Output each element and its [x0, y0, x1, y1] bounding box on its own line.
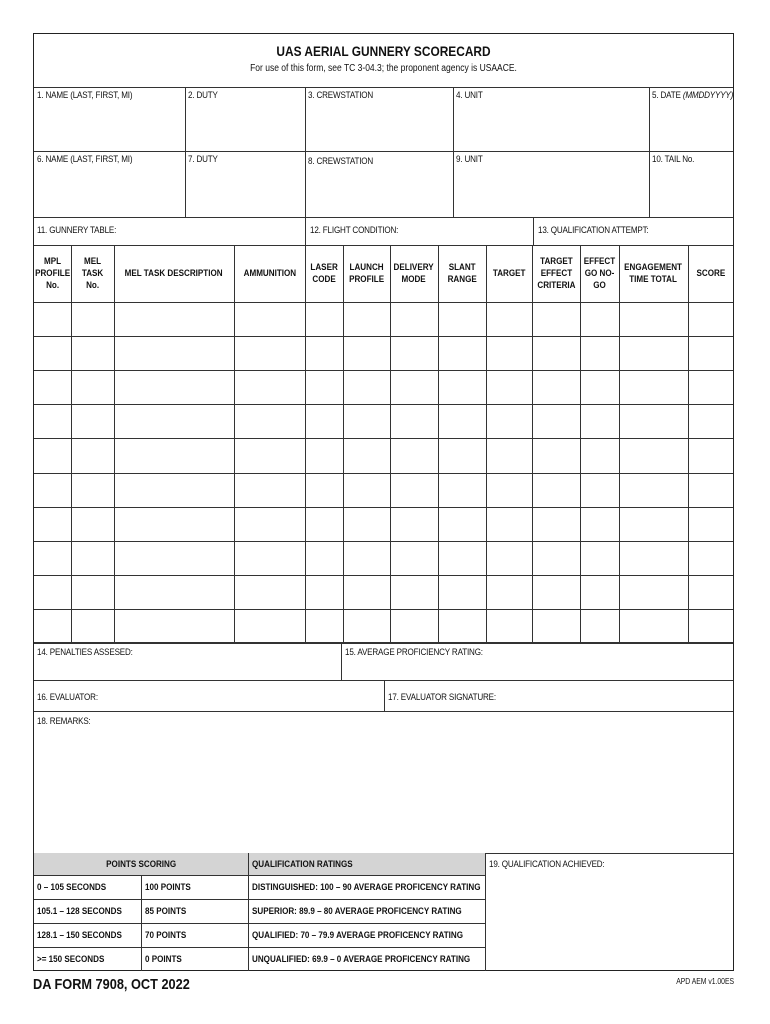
- table-cell-engagement-time-total[interactable]: [619, 370, 688, 404]
- col-header-text: SCORE: [696, 267, 725, 279]
- table-row: [34, 370, 733, 404]
- table-cell-score[interactable]: [688, 370, 733, 404]
- table-cell-laser-code[interactable]: [305, 302, 343, 336]
- scoring-row: [34, 923, 485, 947]
- table-cell-engagement-time-total[interactable]: [619, 438, 688, 472]
- scoring-points: 0 POINTS: [145, 954, 182, 965]
- table-cell-target[interactable]: [486, 575, 532, 609]
- table-cell-score[interactable]: [688, 575, 733, 609]
- scoring-row: [34, 875, 485, 899]
- table-cell-mpl-profile-no[interactable]: [34, 404, 71, 438]
- table-cell-laser-code[interactable]: [305, 370, 343, 404]
- table-cell-laser-code[interactable]: [305, 575, 343, 609]
- table-cell-mpl-profile-no[interactable]: [34, 507, 71, 541]
- table-cell-slant-range[interactable]: [438, 541, 486, 575]
- avg-proficiency-field[interactable]: [341, 642, 733, 680]
- col-header-text: LASER CODE: [310, 261, 338, 285]
- table-cell-mel-task-description[interactable]: [114, 473, 234, 507]
- duty-label-2: 7. DUTY: [188, 154, 218, 165]
- scoring-points: 70 POINTS: [145, 930, 187, 941]
- table-cell-mpl-profile-no[interactable]: [34, 438, 71, 472]
- scoring-seconds: 0 – 105 SECONDS: [37, 882, 107, 893]
- table-cell-launch-profile[interactable]: [343, 507, 390, 541]
- table-cell-engagement-time-total[interactable]: [619, 541, 688, 575]
- col-header-text: TARGET EFFECT CRITERIA: [536, 255, 576, 291]
- table-cell-engagement-time-total[interactable]: [619, 575, 688, 609]
- table-cell-effect-go-no-go[interactable]: [580, 473, 619, 507]
- table-cell-delivery-mode[interactable]: [390, 609, 438, 643]
- table-cell-mel-task-description[interactable]: [114, 541, 234, 575]
- table-cell-target-effect-criteria[interactable]: [532, 370, 580, 404]
- col-header-text: DELIVERY MODE: [393, 261, 435, 285]
- qualification-achieved-label: 19. QUALIFICATION ACHIEVED:: [489, 859, 605, 870]
- table-cell-engagement-time-total[interactable]: [619, 404, 688, 438]
- col-header-mpl-profile-no: [34, 245, 71, 302]
- table-cell-engagement-time-total[interactable]: [619, 507, 688, 541]
- table-cell-mel-task-no[interactable]: [71, 575, 114, 609]
- scoring-row: [34, 899, 485, 923]
- table-cell-target[interactable]: [486, 404, 532, 438]
- table-cell-effect-go-no-go[interactable]: [580, 507, 619, 541]
- table-cell-laser-code[interactable]: [305, 336, 343, 370]
- table-cell-target[interactable]: [486, 473, 532, 507]
- evaluator-signature-label: 17. EVALUATOR SIGNATURE:: [388, 692, 496, 703]
- table-cell-mel-task-description[interactable]: [114, 609, 234, 643]
- duty-label-1: 2. DUTY: [188, 90, 218, 101]
- table-cell-ammunition[interactable]: [234, 404, 305, 438]
- table-cell-engagement-time-total[interactable]: [619, 302, 688, 336]
- table-cell-mel-task-description[interactable]: [114, 370, 234, 404]
- table-cell-target-effect-criteria[interactable]: [532, 438, 580, 472]
- table-row: [34, 404, 733, 438]
- crewstation-label-2: 8. CREWSTATION: [308, 156, 374, 167]
- tail-number-field[interactable]: [649, 151, 733, 217]
- table-cell-slant-range[interactable]: [438, 336, 486, 370]
- table-cell-slant-range[interactable]: [438, 438, 486, 472]
- table-cell-mel-task-no[interactable]: [71, 541, 114, 575]
- table-cell-laser-code[interactable]: [305, 507, 343, 541]
- table-cell-effect-go-no-go[interactable]: [580, 404, 619, 438]
- table-cell-launch-profile[interactable]: [343, 404, 390, 438]
- date-label: [652, 90, 733, 101]
- table-cell-target[interactable]: [486, 370, 532, 404]
- table-cell-slant-range[interactable]: [438, 507, 486, 541]
- table-cell-effect-go-no-go[interactable]: [580, 370, 619, 404]
- table-cell-mpl-profile-no[interactable]: [34, 302, 71, 336]
- table-cell-launch-profile[interactable]: [343, 302, 390, 336]
- table-cell-ammunition[interactable]: [234, 507, 305, 541]
- table-cell-score[interactable]: [688, 336, 733, 370]
- table-cell-delivery-mode[interactable]: [390, 370, 438, 404]
- table-cell-delivery-mode[interactable]: [390, 438, 438, 472]
- duty-field-1[interactable]: [185, 87, 305, 151]
- scoring-points: 85 POINTS: [145, 906, 187, 917]
- unit-field-1[interactable]: [453, 87, 649, 151]
- col-header-target-effect-criteria: [532, 245, 580, 302]
- name-label-2: 6. NAME (LAST, FIRST, MI): [37, 154, 133, 165]
- gunnery-table-field[interactable]: [34, 217, 305, 245]
- col-header-laser-code: [305, 245, 343, 302]
- table-cell-mel-task-description[interactable]: [114, 404, 234, 438]
- table-cell-launch-profile[interactable]: [343, 609, 390, 643]
- col-header-ammunition: [234, 245, 305, 302]
- table-cell-mpl-profile-no[interactable]: [34, 336, 71, 370]
- scoring-seconds: 105.1 – 128 SECONDS: [37, 906, 122, 917]
- table-cell-score[interactable]: [688, 473, 733, 507]
- scoring-points: 100 POINTS: [145, 882, 191, 893]
- table-cell-mel-task-description[interactable]: [114, 336, 234, 370]
- table-cell-laser-code[interactable]: [305, 404, 343, 438]
- col-header-text: SLANT RANGE: [447, 261, 477, 285]
- flight-condition-label: 12. FLIGHT CONDITION:: [310, 225, 399, 236]
- flight-condition-field[interactable]: [305, 217, 533, 245]
- col-header-delivery-mode: [390, 245, 438, 302]
- table-cell-slant-range[interactable]: [438, 370, 486, 404]
- table-cell-target[interactable]: [486, 302, 532, 336]
- form-version: APD AEM v1.00ES: [676, 977, 734, 986]
- qualification-attempt-label: 13. QUALIFICATION ATTEMPT:: [538, 225, 649, 236]
- duty-field-2[interactable]: [185, 151, 305, 217]
- table-cell-effect-go-no-go[interactable]: [580, 438, 619, 472]
- col-header-effect-go-no-go: [580, 245, 619, 302]
- table-row: [34, 541, 733, 575]
- scoring-rating: DISTINGUISHED: 100 – 90 AVERAGE PROFICENCY RATING: [252, 882, 481, 893]
- table-row: [34, 473, 733, 507]
- table-row: [34, 575, 733, 609]
- table-cell-target-effect-criteria[interactable]: [532, 609, 580, 643]
- table-cell-slant-range[interactable]: [438, 473, 486, 507]
- table-row: [34, 609, 733, 643]
- table-cell-ammunition[interactable]: [234, 609, 305, 643]
- table-cell-ammunition[interactable]: [234, 302, 305, 336]
- col-header-text: MPL PROFILE No.: [35, 255, 71, 291]
- table-cell-effect-go-no-go[interactable]: [580, 336, 619, 370]
- table-cell-mel-task-description[interactable]: [114, 438, 234, 472]
- scoring-rating: SUPERIOR: 89.9 – 80 AVERAGE PROFICENCY RATING: [252, 906, 462, 917]
- table-cell-mel-task-description[interactable]: [114, 507, 234, 541]
- qualification-achieved-field[interactable]: [485, 853, 733, 971]
- scoring-rating: UNQUALIFIED: 69.9 – 0 AVERAGE PROFICENCY RATING: [252, 954, 471, 965]
- table-cell-effect-go-no-go[interactable]: [580, 302, 619, 336]
- col-header-slant-range: [438, 245, 486, 302]
- table-cell-target-effect-criteria[interactable]: [532, 302, 580, 336]
- table-cell-target[interactable]: [486, 541, 532, 575]
- table-row: [34, 336, 733, 370]
- table-cell-launch-profile[interactable]: [343, 575, 390, 609]
- table-cell-slant-range[interactable]: [438, 575, 486, 609]
- table-cell-mel-task-no[interactable]: [71, 507, 114, 541]
- table-cell-laser-code[interactable]: [305, 473, 343, 507]
- table-cell-target-effect-criteria[interactable]: [532, 541, 580, 575]
- name-field-1[interactable]: [34, 87, 185, 151]
- table-cell-delivery-mode[interactable]: [390, 404, 438, 438]
- table-cell-mpl-profile-no[interactable]: [34, 473, 71, 507]
- date-field[interactable]: [649, 87, 733, 151]
- table-cell-slant-range[interactable]: [438, 404, 486, 438]
- table-cell-ammunition[interactable]: [234, 473, 305, 507]
- unit-label-2: 9. UNIT: [456, 154, 483, 165]
- avg-proficiency-label: 15. AVERAGE PROFICIENCY RATING:: [345, 647, 483, 658]
- table-cell-laser-code[interactable]: [305, 541, 343, 575]
- table-cell-target-effect-criteria[interactable]: [532, 507, 580, 541]
- table-cell-mpl-profile-no[interactable]: [34, 541, 71, 575]
- crewstation-label-1: 3. CREWSTATION: [308, 90, 374, 101]
- table-cell-launch-profile[interactable]: [343, 370, 390, 404]
- date-label-prefix: 5. DATE: [652, 90, 681, 101]
- points-scoring-header: [34, 853, 248, 875]
- remarks-field[interactable]: [34, 711, 733, 853]
- col-header-text: TARGET: [492, 267, 526, 279]
- table-cell-score[interactable]: [688, 541, 733, 575]
- table-cell-score[interactable]: [688, 302, 733, 336]
- table-cell-laser-code[interactable]: [305, 438, 343, 472]
- table-cell-target-effect-criteria[interactable]: [532, 336, 580, 370]
- col-header-text: ENGAGEMENT TIME TOTAL: [624, 261, 683, 285]
- table-cell-slant-range[interactable]: [438, 609, 486, 643]
- table-cell-delivery-mode[interactable]: [390, 541, 438, 575]
- table-cell-launch-profile[interactable]: [343, 336, 390, 370]
- table-cell-engagement-time-total[interactable]: [619, 336, 688, 370]
- col-header-text: MEL TASK DESCRIPTION: [125, 267, 223, 279]
- table-cell-target-effect-criteria[interactable]: [532, 473, 580, 507]
- table-cell-target[interactable]: [486, 336, 532, 370]
- table-cell-mel-task-no[interactable]: [71, 404, 114, 438]
- table-cell-target[interactable]: [486, 438, 532, 472]
- evaluator-label: 16. EVALUATOR:: [37, 692, 98, 703]
- col-header-target: [486, 245, 532, 302]
- form-subtitle: For use of this form, see TC 3-04.3; the proponent agency is USAACE.: [250, 63, 517, 74]
- table-cell-effect-go-no-go[interactable]: [580, 609, 619, 643]
- scoring-seconds: >= 150 SECONDS: [37, 954, 105, 965]
- table-cell-launch-profile[interactable]: [343, 473, 390, 507]
- table-cell-ammunition[interactable]: [234, 575, 305, 609]
- table-cell-launch-profile[interactable]: [343, 541, 390, 575]
- unit-field-2[interactable]: [453, 151, 649, 217]
- table-cell-mel-task-no[interactable]: [71, 336, 114, 370]
- table-cell-slant-range[interactable]: [438, 302, 486, 336]
- points-scoring-header-text: POINTS SCORING: [106, 858, 176, 870]
- unit-label-1: 4. UNIT: [456, 90, 483, 101]
- table-cell-ammunition[interactable]: [234, 541, 305, 575]
- table-cell-target[interactable]: [486, 507, 532, 541]
- col-header-engagement-time-total: [619, 245, 688, 302]
- col-header-mel-task-description: [114, 245, 234, 302]
- remarks-label: 18. REMARKS:: [37, 716, 91, 727]
- col-header-score: [688, 245, 733, 302]
- table-cell-target-effect-criteria[interactable]: [532, 404, 580, 438]
- table-cell-mel-task-description[interactable]: [114, 575, 234, 609]
- table-cell-mel-task-no[interactable]: [71, 609, 114, 643]
- name-label-1: 1. NAME (LAST, FIRST, MI): [37, 90, 133, 101]
- table-cell-score[interactable]: [688, 404, 733, 438]
- col-header-text: AMMUNITION: [243, 267, 296, 279]
- table-cell-effect-go-no-go[interactable]: [580, 541, 619, 575]
- table-cell-delivery-mode[interactable]: [390, 507, 438, 541]
- crewstation-field-2[interactable]: [305, 151, 453, 217]
- col-header-mel-task-no: [71, 245, 114, 302]
- table-cell-mel-task-no[interactable]: [71, 370, 114, 404]
- penalties-label: 14. PENALTIES ASSESED:: [37, 647, 133, 658]
- scoring-rating: QUALIFIED: 70 – 79.9 AVERAGE PROFICENCY RATING: [252, 930, 464, 941]
- scoring-row: [34, 947, 485, 971]
- scorecard-form: [33, 33, 734, 971]
- table-row: [34, 302, 733, 336]
- table-cell-mel-task-description[interactable]: [114, 302, 234, 336]
- table-cell-launch-profile[interactable]: [343, 438, 390, 472]
- table-cell-score[interactable]: [688, 438, 733, 472]
- table-cell-mpl-profile-no[interactable]: [34, 370, 71, 404]
- evaluator-field[interactable]: [34, 680, 384, 711]
- qualification-ratings-header: QUALIFICATION RATINGS: [252, 859, 353, 870]
- table-cell-ammunition[interactable]: [234, 438, 305, 472]
- col-header-launch-profile: [343, 245, 390, 302]
- form-number: DA FORM 7908, OCT 2022: [33, 976, 190, 993]
- table-cell-delivery-mode[interactable]: [390, 575, 438, 609]
- evaluator-signature-field[interactable]: [384, 680, 733, 711]
- penalties-field[interactable]: [34, 642, 341, 680]
- table-cell-delivery-mode[interactable]: [390, 473, 438, 507]
- table-cell-mpl-profile-no[interactable]: [34, 575, 71, 609]
- table-cell-effect-go-no-go[interactable]: [580, 575, 619, 609]
- scoring-seconds: 128.1 – 150 SECONDS: [37, 930, 122, 941]
- col-header-text: MEL TASK No.: [81, 255, 104, 291]
- table-cell-mel-task-no[interactable]: [71, 438, 114, 472]
- table-cell-score[interactable]: [688, 507, 733, 541]
- table-cell-ammunition[interactable]: [234, 370, 305, 404]
- table-cell-delivery-mode[interactable]: [390, 302, 438, 336]
- table-cell-mel-task-no[interactable]: [71, 302, 114, 336]
- table-cell-engagement-time-total[interactable]: [619, 473, 688, 507]
- col-header-text: EFFECT GO NO-GO: [583, 255, 616, 291]
- date-format-hint: (MMDDYYYY): [682, 90, 734, 101]
- col-header-text: LAUNCH PROFILE: [348, 261, 384, 285]
- table-cell-delivery-mode[interactable]: [390, 336, 438, 370]
- table-cell-target[interactable]: [486, 609, 532, 643]
- table-cell-mpl-profile-no[interactable]: [34, 609, 71, 643]
- qualification-attempt-field[interactable]: [533, 217, 733, 245]
- form-title: UAS AERIAL GUNNERY SCORECARD: [276, 43, 491, 59]
- table-cell-target-effect-criteria[interactable]: [532, 575, 580, 609]
- gunnery-table-label: 11. GUNNERY TABLE:: [37, 225, 117, 236]
- tail-number-label: 10. TAIL No.: [652, 154, 695, 165]
- crewstation-field-1[interactable]: [305, 87, 453, 151]
- table-cell-score[interactable]: [688, 609, 733, 643]
- name-field-2[interactable]: [34, 151, 185, 217]
- table-row: [34, 507, 733, 541]
- table-cell-engagement-time-total[interactable]: [619, 609, 688, 643]
- table-cell-laser-code[interactable]: [305, 609, 343, 643]
- table-cell-ammunition[interactable]: [234, 336, 305, 370]
- table-row: [34, 438, 733, 472]
- table-cell-mel-task-no[interactable]: [71, 473, 114, 507]
